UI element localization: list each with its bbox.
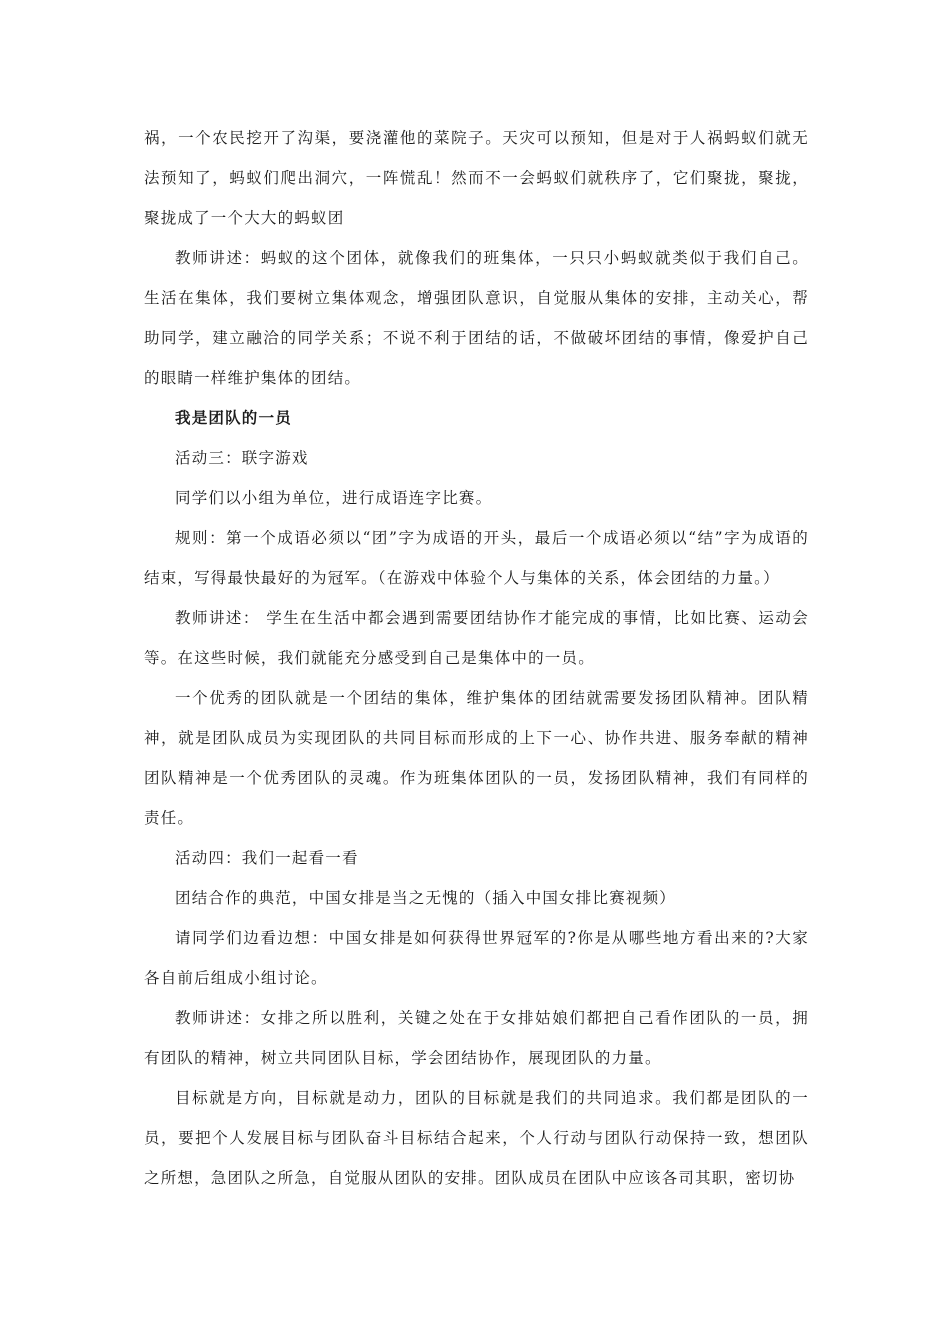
paragraph-ant-disaster: 祸，一个农民挖开了沟渠，要浇灌他的菜院子。天灾可以预知，但是对于人祸蚂蚁们就无法预知了，蚂蚁们爬出洞穴，一阵慌乱！然而不一会蚂蚁们就秩序了，它们聚拢，聚拢，聚拢成了一个大大的蚂蚁团: [144, 129, 809, 227]
activity-four-title: 活动四：我们一起看一看: [175, 849, 359, 867]
document-body: [144, 118, 809, 1198]
paragraph-discussion: 请同学们边看边想：中国女排是如何获得世界冠军的?你是从哪些地方看出来的?大家各自前后组成小组讨论。: [144, 929, 809, 987]
paragraph-volleyball: 团结合作的典范，中国女排是当之无愧的（插入中国女排比赛视频）: [175, 889, 677, 907]
paragraph-teacher-ants: 教师讲述：蚂蚁的这个团体，就像我们的班集体，一只只小蚂蚁就类似于我们自己。生活在集体，我们要树立集体观念，增强团队意识，自觉服从集体的安排，主动关心，帮助同学，建立融洽的同学关系；不说不利于团结的话，不做破坏团结的事情，像爱护自己的眼睛一样维护集体的团结。: [144, 249, 809, 387]
paragraph-teacher-cooperation: 教师讲述： 学生在生活中都会遇到需要团结协作才能完成的事情，比如比赛、运动会等。在这些时候，我们就能充分感受到自己是集体中的一员。: [144, 609, 809, 667]
activity-three-title: 活动三：联字游戏: [175, 449, 309, 467]
paragraph-teacher-volleyball: 教师讲述：女排之所以胜利，关键之处在于女排姑娘们都把自己看作团队的一员，拥有团队的精神，树立共同团队目标，学会团结协作，展现团队的力量。: [144, 1009, 809, 1067]
paragraph-rules: 规则：第一个成语必须以“团”字为成语的开头，最后一个成语必须以“结”字为成语的结束，写得最快最好的为冠军。（在游戏中体验个人与集体的关系，体会团结的力量。）: [144, 529, 809, 587]
section-heading: 我是团队的一员: [175, 409, 292, 427]
paragraph-team-spirit: 一个优秀的团队就是一个团结的集体，维护集体的团结就需要发扬团队精神。团队精神，就是团队成员为实现团队的共同目标而形成的上下一心、协作共进、服务奉献的精神团队精神是一个优秀团队的灵魂。作为班集体团队的一员，发扬团队精神，我们有同样的责任。: [144, 689, 809, 827]
paragraph-team-goal: 目标就是方向，目标就是动力，团队的目标就是我们的共同追求。我们都是团队的一员，要把个人发展目标与团队奋斗目标结合起来，个人行动与团队行动保持一致，想团队之所想，急团队之所急，自觉服从团队的安排。团队成员在团队中应该各司其职，密切协: [144, 1089, 809, 1187]
paragraph-group-idiom: 同学们以小组为单位，进行成语连字比赛。: [175, 489, 493, 507]
